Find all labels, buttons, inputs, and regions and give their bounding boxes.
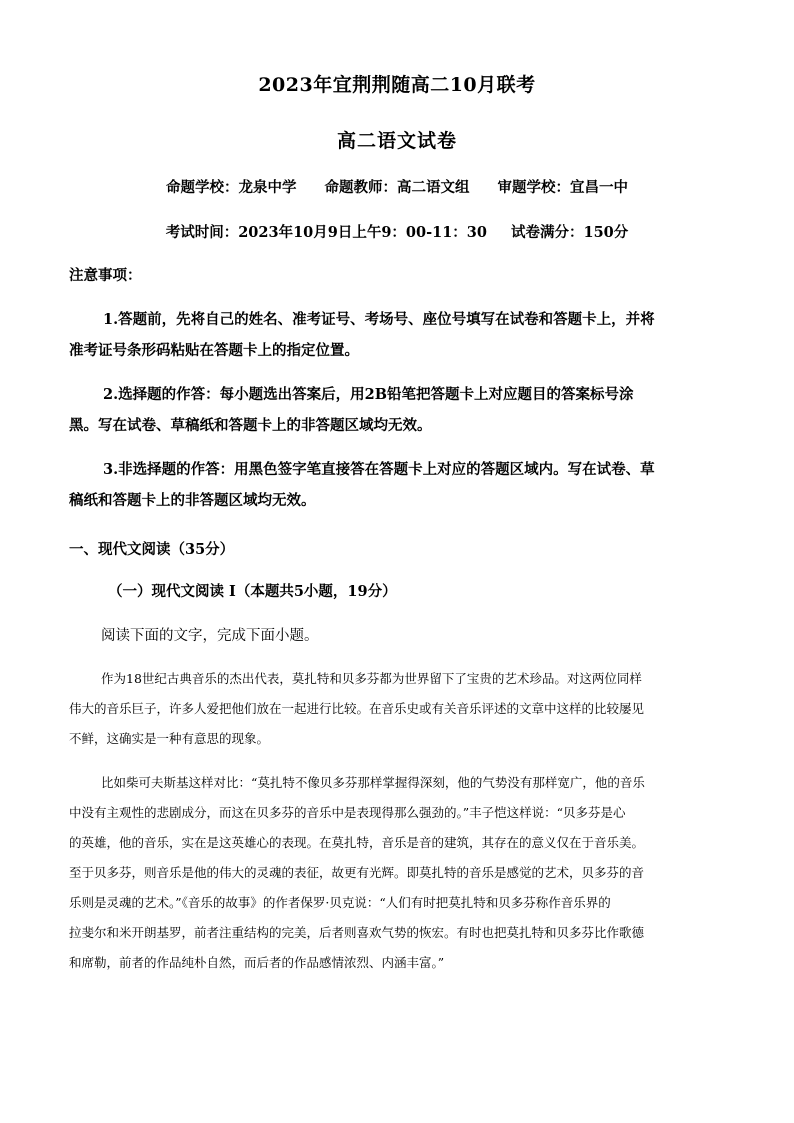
paragraph-line: 乐则是灵魂的艺术。”《音乐的故事》的作者保罗·贝克说：“人们有时把莫扎特和贝多芬称作音乐界的 [69, 895, 611, 910]
section-heading: 一、现代文阅读（35分） [69, 541, 235, 558]
paragraph-line: 比如柴可夫斯基这样对比：“莫扎特不像贝多芬那样掌握得深刻，他的气势没有那样宽广，他的音乐 [101, 775, 645, 790]
rule-1-line-1: 1.答题前，先将自己的姓名、准考证号、考场号、座位号填写在试卷和答题卡上，并将 [103, 311, 655, 328]
passage-paragraph-1 [69, 664, 729, 754]
exam-meta-authors [0, 176, 794, 197]
paragraph-line: 的英雄，他的音乐，实在是这英雄心的表现。在莫扎特，音乐是音的建筑，其存在的意义仅在于音乐美。 [69, 835, 645, 850]
paragraph-line: 不鲜，这确实是一种有意思的现象。 [69, 731, 270, 746]
rule-3-line-1: 3.非选择题的作答：用黑色签字笔直接答在答题卡上对应的答题区域内。写在试卷、草 [103, 461, 655, 478]
notice-title: 注意事项： [69, 267, 142, 284]
rule-3-line-2: 稿纸和答题卡上的非答题区域均无效。 [69, 492, 316, 509]
notice-rule-3 [69, 454, 729, 516]
paragraph-line: 拉斐尔和米开朗基罗，前者注重结构的完美，后者则喜欢气势的恢宏。有时也把莫扎特和贝多芬比作歌德 [69, 925, 645, 940]
rule-2-line-1: 2.选择题的作答：每小题选出答案后，用2B铅笔把答题卡上对应题目的答案标号涂 [103, 386, 634, 403]
notice-rule-1 [69, 304, 729, 366]
rule-1-line-2: 准考证号条形码粘贴在答题卡上的指定位置。 [69, 342, 359, 359]
meta-school: 命题学校：龙泉中学 [166, 179, 297, 196]
paragraph-line: 伟大的音乐巨子，许多人爱把他们放在一起进行比较。在音乐史或有关音乐评述的文章中这样的比较屡见 [69, 701, 645, 716]
meta-teacher: 命题教师：高二语文组 [324, 179, 470, 196]
meta-time: 考试时间：2023年10月9日上午9：00-11：30 [165, 224, 487, 241]
exam-meta-time [0, 221, 794, 242]
exam-subtitle: 高二语文试卷 [336, 130, 457, 152]
paragraph-line: 至于贝多芬，则音乐是他的伟大的灵魂的表征，故更有光辉。即莫扎特的音乐是感觉的艺术，贝多芬的音 [69, 865, 645, 880]
meta-reviewer: 审题学校：宜昌一中 [497, 179, 628, 196]
notice-rule-2 [69, 379, 729, 441]
section-sub-heading: （一）现代文阅读 I（本题共5小题，19分） [108, 583, 397, 600]
reading-instruction: 阅读下面的文字，完成下面小题。 [101, 628, 319, 644]
paragraph-line: 和席勒，前者的作品纯朴自然，而后者的作品感情浓烈、内涵丰富。” [69, 955, 445, 970]
meta-score: 试卷满分：150分 [510, 224, 629, 241]
passage-paragraph-2 [69, 768, 729, 978]
paragraph-line: 中没有主观性的悲剧成分，而这在贝多芬的音乐中是表现得那么强劲的。”丰子恺这样说：“贝多芬是心 [69, 805, 626, 820]
rule-2-line-2: 黑。写在试卷、草稿纸和答题卡上的非答题区域均无效。 [69, 417, 432, 434]
exam-title: 2023年宜荆荆随高二10月联考 [258, 74, 536, 96]
paragraph-line: 作为18世纪古典音乐的杰出代表，莫扎特和贝多芬都为世界留下了宝贵的艺术珍品。对这两位同样 [101, 671, 642, 686]
